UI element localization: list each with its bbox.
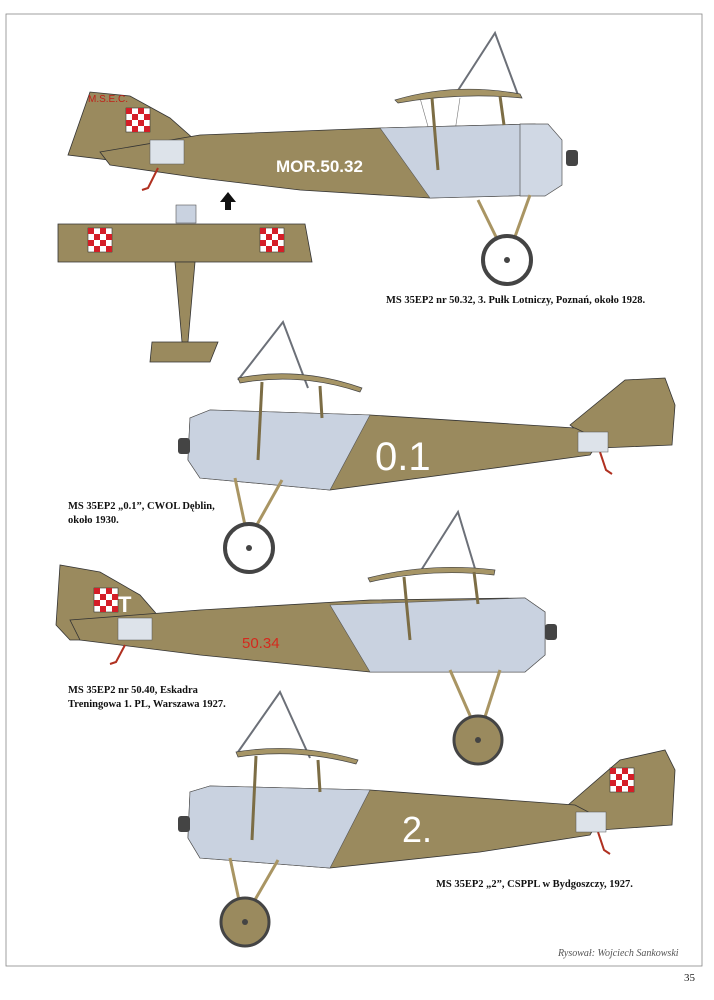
tail-letter-p3: T (118, 592, 132, 617)
page-number: 35 (684, 972, 695, 984)
caption-aircraft-2 (68, 500, 215, 528)
code-p1: MOR.50.32 (276, 157, 363, 176)
svg-text:M.S.E.C.: M.S.E.C. (88, 94, 129, 105)
caption-aircraft-4 (436, 878, 633, 892)
code-p2: 0.1 (375, 435, 431, 479)
aircraft-4-side-view (178, 692, 675, 946)
caption-3-line-2: Treningowa 1. PL, Warszawa 1927. (68, 699, 226, 710)
caption-aircraft-3 (68, 684, 226, 712)
caption-1-line: MS 35EP2 nr 50.32, 3. Pułk Lotniczy, Poznań, około 1928. (386, 295, 646, 306)
caption-4-line: MS 35EP2 „2”, CSPPL w Bydgoszczy, 1927. (436, 879, 633, 890)
caption-3-line-1: MS 35EP2 nr 50.40, Eskadra (68, 685, 198, 696)
aircraft-2-side-view (178, 322, 675, 572)
illustrator-credit: Rysował: Wojciech Sankowski (558, 948, 679, 959)
caption-aircraft-1 (386, 294, 645, 308)
aircraft-3-side-view (56, 512, 557, 764)
aircraft-1-top-view (58, 205, 312, 362)
caption-2-line-2: około 1930. (68, 515, 119, 526)
code-p3: 50.34 (242, 635, 280, 652)
code-p4: 2. (402, 809, 433, 850)
caption-2-line-1: MS 35EP2 „0.1”, CWOL Dęblin, (68, 501, 215, 512)
